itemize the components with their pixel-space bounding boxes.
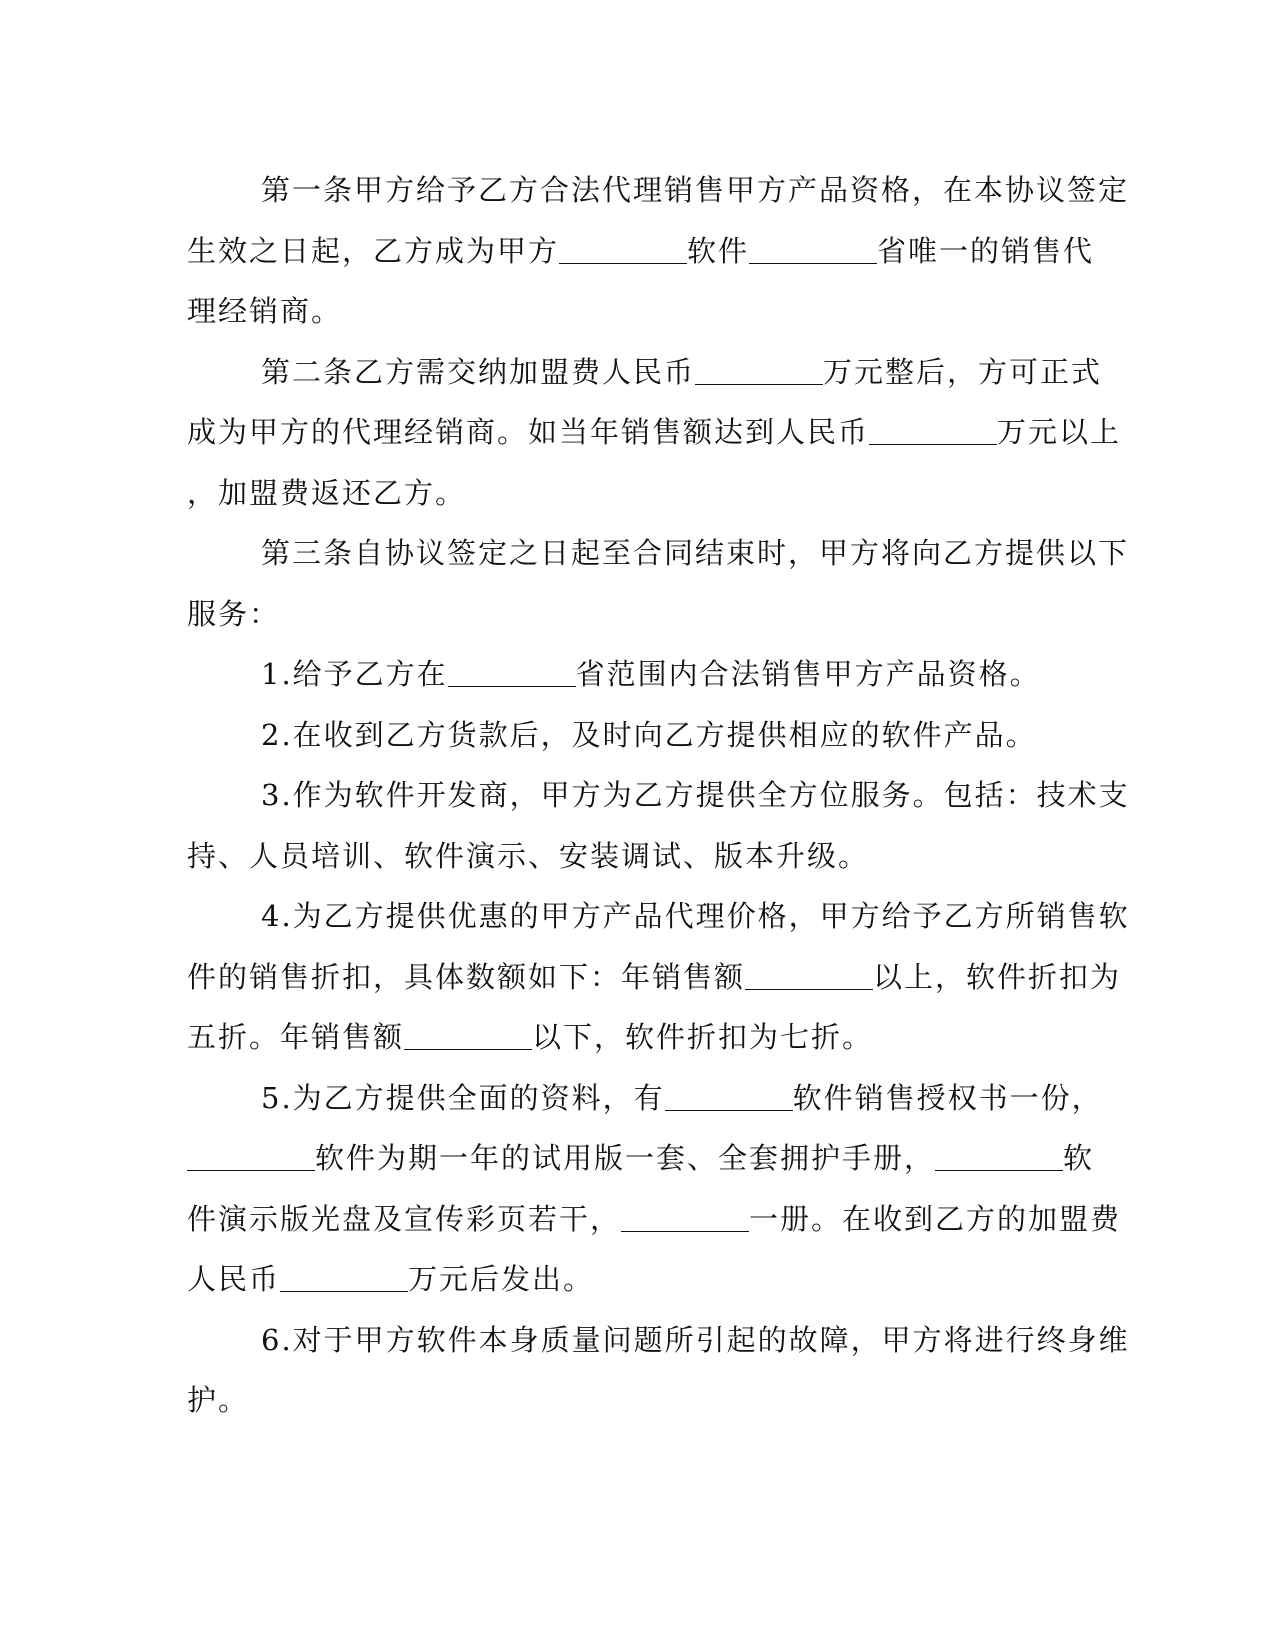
fill-in-blank bbox=[745, 957, 873, 990]
line-8 bbox=[187, 584, 1067, 645]
line-17 bbox=[187, 1128, 1095, 1189]
text-segment: 生效之日起，乙方成为甲方 bbox=[187, 233, 560, 268]
text-segment: 第二条乙方需交纳加盟费人民币 bbox=[261, 354, 696, 389]
fill-in-blank bbox=[404, 1017, 532, 1050]
text-segment: 省范围内合法销售甲方产品资格。 bbox=[575, 657, 1041, 691]
fill-in-blank bbox=[695, 352, 823, 385]
text-segment: 以下，软件折扣为七折。 bbox=[532, 1020, 874, 1054]
line-13 bbox=[187, 886, 1130, 947]
line-21 bbox=[187, 1370, 1067, 1431]
text-segment: 一册。在收到乙方的加盟费 bbox=[749, 1201, 1122, 1236]
fill-in-blank bbox=[749, 231, 877, 264]
line-10 bbox=[187, 705, 1067, 766]
line-20 bbox=[187, 1310, 1130, 1371]
fill-in-blank bbox=[280, 1259, 408, 1292]
line-3 bbox=[187, 281, 1067, 342]
line-2 bbox=[187, 221, 1095, 282]
line-15 bbox=[187, 1007, 1067, 1068]
fill-in-blank bbox=[559, 231, 687, 264]
text-segment: 万元以上 bbox=[997, 415, 1122, 449]
line-5 bbox=[187, 402, 1122, 463]
fill-in-blank bbox=[665, 1078, 793, 1111]
fill-in-blank bbox=[869, 412, 997, 445]
text-segment: 4.为乙方提供优惠的甲方产品代理价格，甲方给予乙方所销售软 bbox=[261, 899, 1130, 933]
line-12 bbox=[187, 826, 1067, 887]
text-segment: 持、人员培训、软件演示、安装调试、版本升级。 bbox=[187, 838, 870, 873]
line-7 bbox=[187, 523, 1130, 584]
line-11 bbox=[187, 765, 1130, 826]
document-body bbox=[187, 160, 1130, 1431]
text-segment: 万元整后，方可正式 bbox=[823, 354, 1103, 389]
fill-in-blank bbox=[448, 654, 576, 687]
text-segment: 理经销商。 bbox=[187, 294, 343, 328]
text-segment: 以上，软件折扣为 bbox=[873, 959, 1122, 994]
text-segment: 成为甲方的代理经销商。如当年销售额达到人民币 bbox=[187, 415, 870, 449]
fill-in-blank bbox=[621, 1199, 749, 1232]
text-segment: 人民币 bbox=[187, 1262, 281, 1296]
text-segment: 五折。年销售额 bbox=[187, 1020, 405, 1054]
fill-in-blank bbox=[935, 1138, 1063, 1171]
line-9 bbox=[187, 644, 1067, 705]
text-segment: 件演示版光盘及宣传彩页若干， bbox=[187, 1201, 622, 1236]
line-14 bbox=[187, 947, 1122, 1008]
text-segment: 服务： bbox=[187, 596, 281, 631]
text-segment: 软件销售授权书一份， bbox=[792, 1080, 1103, 1115]
text-segment: 2.在收到乙方货款后，及时向乙方提供相应的软件产品。 bbox=[261, 717, 1037, 752]
text-segment: 1.给予乙方在 bbox=[261, 657, 448, 691]
line-18 bbox=[187, 1189, 1122, 1250]
text-segment: 第三条自协议签定之日起至合同结束时，甲方将向乙方提供以下 bbox=[261, 536, 1130, 570]
text-segment: 3.作为软件开发商，甲方为乙方提供全方位服务。包括：技术支 bbox=[261, 778, 1130, 812]
text-segment: 软件为期一年的试用版一套、全套拥护手册， bbox=[315, 1141, 936, 1175]
text-segment: 省唯一的销售代 bbox=[877, 233, 1095, 268]
line-19 bbox=[187, 1249, 1067, 1310]
line-16 bbox=[187, 1068, 1103, 1129]
text-segment: 万元后发出。 bbox=[408, 1262, 595, 1296]
line-4 bbox=[187, 342, 1103, 403]
text-segment: 5.为乙方提供全面的资料，有 bbox=[261, 1080, 665, 1115]
line-6 bbox=[187, 463, 1067, 524]
text-segment: ，加盟费返还乙方。 bbox=[187, 475, 467, 510]
fill-in-blank bbox=[187, 1138, 315, 1171]
text-segment: 6.对于甲方软件本身质量问题所引起的故障，甲方将进行终身维 bbox=[261, 1322, 1130, 1357]
text-segment: 件的销售折扣，具体数额如下：年销售额 bbox=[187, 959, 746, 994]
text-segment: 软 bbox=[1063, 1141, 1095, 1175]
text-segment: 第一条甲方给予乙方合法代理销售甲方产品资格，在本协议签定 bbox=[261, 173, 1130, 207]
text-segment: 护。 bbox=[187, 1383, 250, 1417]
text-segment: 软件 bbox=[687, 233, 750, 268]
line-1 bbox=[187, 160, 1130, 221]
